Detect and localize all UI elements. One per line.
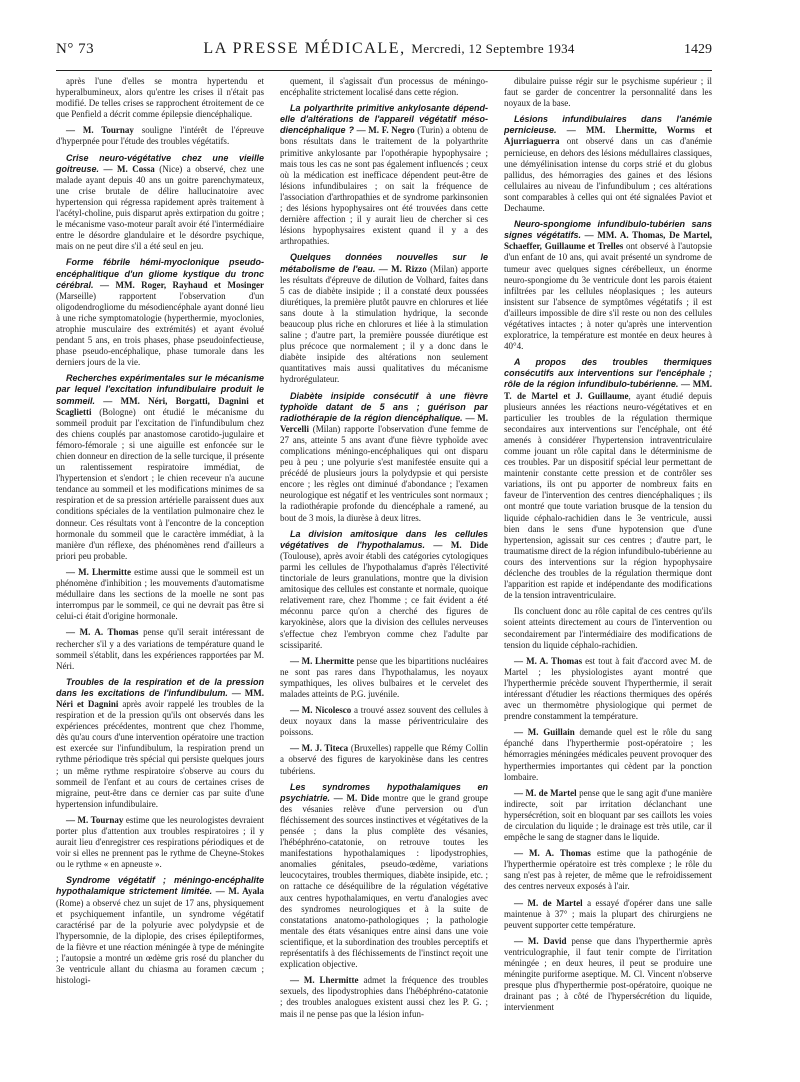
section-heading: Recherches expérimentales sur le mécanisme par lequel l'excitation infundibulaire produit le sommeil. [56, 373, 264, 406]
author-names: — M. Lhermitte [66, 566, 132, 577]
page-header [56, 40, 712, 71]
section-heading: Les syndromes hypothalamiques en psychiatrie. [280, 781, 488, 803]
journal-title [203, 40, 574, 58]
paragraph [504, 788, 712, 843]
section-heading: Lésions infundibulaires dans l'anémie pernicieuse. [504, 114, 712, 136]
paragraph-text: demande quel est le rôle du sang épanché dans l'hyperthermie post-opératoire ; les hémorragies méningées médicales peuvent provoquer des hyperthermies importantes qui cèdent par la ponction lombaire. [504, 727, 712, 782]
section-paragraph [56, 257, 264, 368]
section-heading: La polyarthrite primitive ankylosante dépend-elle d'altérations de l'appareil végétatif méso-diencéphalique ? [280, 103, 488, 136]
section-paragraph [504, 114, 712, 214]
author-names: — M. A. Thomas [514, 655, 583, 666]
section-paragraph [56, 677, 264, 810]
paragraph [280, 705, 488, 738]
paragraph-text: après avoir rappelé les troubles de la respiration et de la pression qu'ils ont observés dans les expériences précédentes, montrent que chez l'homme, dès qu'au cours d'une intervention opératoire une traction est exercée sur l'infundibulum, la respiration prend un rythme périodique très spécial qui persiste quelques jours ; un même rythme respiratoire s'observe au cours du sommeil de l'enfant et au cours de certaines crises de migraine, peut-être dans ce dernier cas par suite d'une hypertension infundibulaire. [56, 698, 264, 809]
column-left [56, 76, 264, 1066]
paragraph [504, 76, 712, 109]
section-paragraph [56, 373, 264, 562]
section-heading: Crise neuro-végétative chez une vieille goitreuse. [56, 152, 264, 174]
paragraph-text: admet la fréquence des troubles sexuels, des lipodystrophies dans l'hébéphréno-catatonie ; des troubles analogues existent aussi chez les P. G. ; mais il ne pense pas que la lésion infun- [280, 975, 488, 1019]
journal-name: LA PRESSE MÉDICALE, [203, 40, 406, 57]
author-names: — M. David [514, 935, 567, 946]
issue-number: N° 73 [56, 41, 95, 57]
paragraph [56, 627, 264, 671]
paragraph-text: pense que les bipartitions nucléaires ne sont pas rares dans l'hypothalamus, les noyaux sympathiques, les olives bulbaires et le cervelet des malades atteints de P.G. juvénile. [280, 655, 488, 699]
paragraph [504, 848, 712, 892]
author-names: — MM. Néri, Borgatti, Dagnini et Scaglietti [56, 395, 264, 417]
author-names: — M. A. Thomas [66, 627, 139, 638]
author-names: — M. Cossa [99, 163, 155, 174]
paragraph-text: (Turin) a obtenu de bons résultats dans le traitement de la polyarthrite primitive ankylosante par l'opothérapie hypophysaire ; mais tous les cas ne sont pas également influencés ; ceux où la médication est inefficace dépendent peut-être de lésions infundibulaires ; on sait la fréquence de l'association d'arthropathies et de syndrome parkinsonien ; des lésions hypophysaires ont été trouvées dans cette dernière affection ; il y aurait lieu de chercher si ces lésions hypophysaires existent quand il y a des arthropathies. [280, 125, 488, 247]
section-heading: Syndrome végétatif ; méningo-encéphalite hypothalamique strictement limitée. [56, 875, 264, 897]
author-names: — M. Vercelli [280, 412, 488, 434]
paragraph-text: après l'une d'elles se montra hypertendu et hyperalbumineux, alors qu'entre les crises il n'était pas modifié. De telles crises se rapprochent étroitement de ce que Penfield a décrit comme épilepsie diencéphalique. [56, 76, 264, 120]
page-number: 1429 [684, 42, 712, 57]
column-right [504, 76, 712, 1066]
paragraph-text: ont observé à l'autopsie d'un enfant de 10 ans, qui avait présenté un syndrome de tumeur avec quelques signes cérébelleux, un énorme neuro-spongiome du 3e ventricule dont les parois étaient infiltrées par les cellules néoplasiques ; les auteurs insistent sur l'absence de symptômes végétatifs ; il est d'ailleurs impossible de dire s'il reste ou non des cellules végétatives intactes ; à noter qu'après une intervention exploratrice, la température est montée en deux heures à 40°4. [504, 241, 712, 352]
paragraph [280, 76, 488, 98]
paragraph-text: estime que les neurologistes devraient porter plus d'attention aux troubles respiratoires ; il y aurait lieu d'enregistrer ces respirations périodiques et de voir si elles ne prennent pas le rythme de Cheyne-Stokes ou le rythme « en apneuste ». [56, 814, 264, 870]
paragraph-text: estime que la pathogénie de l'hyperthermie opératoire est très complexe ; le rôle du sang n'est pas à rejeter, de même que le refroidissement des centres nerveux exposés à l'air. [504, 848, 712, 892]
paragraph [280, 975, 488, 1019]
paragraph [56, 567, 264, 622]
paragraph-text: pense que le sang agit d'une manière indirecte, soit par irritation déclanchant une hypersécrétion, soit en bloquant par ses caillots les voies de circulation du liquide ; le drainage est très utile, car il empêche le sang de stagner dans le liquide. [504, 787, 712, 843]
paragraph-text: pense qu'il serait intéressant de rechercher s'il y a des variations de température quand le sommeil s'établit, dans les expériences rapportées par M. Néri. [56, 627, 264, 671]
paragraph-text: (Milan) apporte les résultats d'épreuve de dilution de Volhard, faites dans 5 cas de diabète insipide ; il a constaté deux poussées diurétiques, la première plutôt pauvre en chlorures et liée sans doute à la stimulation hydrique, la seconde beaucoup plus riche en chlorures et liée à la stimulation saline ; d'autre part, la première poussée diurétique est plus précoce que normalement ; il y a donc dans le diabète insipide des altérations non seulement quantitatives mais aussi qualitatives du mécanisme hydrorégulateur. [280, 263, 488, 385]
article-body [56, 76, 712, 1066]
paragraph [504, 936, 712, 1014]
paragraph [504, 898, 712, 931]
author-names: — M. Lhermitte [290, 655, 354, 666]
paragraph [56, 815, 264, 870]
issue-date: Mercredi, 12 Septembre 1934 [411, 41, 575, 56]
paragraph-text: pense que dans l'hyperthermie après ventriculographie, il faut tenir compte de l'irritation méningée ; en deux heures, il peut se produire une méningite puriforme aseptique. M. Cl. Vincent n'observe presque plus d'hyperthermie post-opératoire, quoique ne drainant pas ; à côté de l'hypersécrétion du liquide, intervienment [504, 935, 712, 1013]
paragraph-text: (Bruxelles) rappelle que Rémy Collin a observé des figures de karyokinèse dans les centres tubériens. [280, 743, 488, 776]
author-names: — M. J. Titeca [290, 743, 349, 754]
author-names: — M. Tournay [66, 814, 124, 825]
section-paragraph [280, 391, 488, 524]
author-names: — M. Rizzo [375, 263, 427, 274]
paragraph [280, 656, 488, 700]
author-names: — M. Tournay [66, 125, 134, 136]
author-names: — M. Ayala [212, 886, 264, 897]
paragraph-text: souligne l'intérêt de l'épreuve d'hyperpnée pour l'étude des troubles végétatifs. [56, 125, 264, 147]
paragraph-text: (Milan) rapporte l'observation d'une femme de 27 ans, atteinte 5 ans avant d'une fièvre typhoïde avec complications méningo-encéphaliques qui ont disparu peu à peu ; une polyurie s'est manifestée ensuite qui a précédé de plusieurs jours la polydypsie et qui persiste encore ; les règles ont diminué d'abondance ; l'examen neurologique est négatif et les ventricules sont normaux ; la radiothérapie profonde du diencéphale a ramené, au bout de 3 mois, la diurèse à deux litres. [280, 423, 488, 523]
section-heading: Neuro-spongiome infundibulo-tubérien sans signes végétatifs. [504, 219, 712, 241]
section-paragraph [56, 875, 264, 986]
paragraph-text: dibulaire puisse régir sur le psychisme supérieur ; il faut se garder de concentrer la personnalité dans les noyaux de la base. [504, 76, 712, 109]
author-names: — M. de Martel [514, 787, 577, 798]
author-names: — M. Dide [330, 792, 379, 803]
section-paragraph [504, 219, 712, 352]
author-names: — MM. Roger, Rayhaud et Mosinger [93, 279, 264, 290]
paragraph [504, 656, 712, 723]
paragraph-text: , ayant étudié depuis plusieurs années les réactions neuro-végétatives et en particulier les troubles de la régulation thermique secondaires aux interventions sur l'encéphale, ont été amenés à considérer l'hypertension intraventriculaire comme jouant un rôle capital dans le déterminisme de ces troubles. Par un dispositif spécial leur permettant de maintenir constante cette pression et de contrôler ses variations, ils ont pu apporter de nombreux faits en faveur de l'intervention des centres diencéphaliques ; ils ont montré que toute variation brusque de la tension du liquide céphalo-rachidien dans le 3e ventricule, aussi bien dans le sens d'une hypotension que d'une hypertension, agissait sur ces centres ; d'autre part, le traumatisme direct de la région infundibulo-tubérienne au cours des interventions sur la région hypophysaire déclenche des troubles de la régulation thermique dont l'apparition est rapide et indépendante des modifications de la tension intraventriculaire. [504, 390, 712, 601]
section-heading: A propos des troubles thermiques consécutifs aux interventions sur l'encéphale ; rôle de la région infundibulo-tubérienne. [504, 357, 712, 390]
author-names: — MM. Néri et Dagnini [56, 687, 264, 709]
author-names: — MM. A. Thomas, De Martel, Schaeffer, Guillaume et Trelles [504, 230, 712, 252]
paragraph [504, 606, 712, 650]
paragraph-text: (Nice) a observé, chez une malade ayant depuis 40 ans un goitre parenchymateux, une crise brutale de délire hallucinatoire avec hypertension qui régressa rapidement après traitement à l'acétyl-choline, puis disparut après extirpation du goitre ; le mécanisme vaso-moteur paraît avoir été l'intermédiaire entre le désordre glandulaire et le désordre psychique, mais on ne peut dire s'il a été seul en jeu. [56, 163, 264, 252]
paragraph-text: a essayé d'opérer dans une salle maintenue à 37° ; mais la plupart des chirurgiens ne peuvent supporter cette température. [504, 897, 712, 930]
paragraph-text: quement, il s'agissait d'un processus de méningo-encéphalite strictement localisé dans cette région. [280, 76, 488, 98]
paragraph-text: (Bologne) ont étudié le mécanisme du sommeil produit par l'excitation de l'infundibulum chez des chiens couplés par anastomose carotido-jugulaire et fémoro-fémorale ; si une aiguille est enfoncée sur le chien donneur en direction de la selle turcique, il présente un ralentissement respiratoire immédiat, de l'hypertension et s'endort ; le chien receveur n'a aucune tendance au sommeil et les modifications minimes de sa respiration et de sa pression artérielle paraissent dues aux conditions spéciales de la ventilation pulmonaire chez le donneur. Ces résultats vont à l'encontre de la conception hormonale du sommeil que le caractère immédiat, à la manière d'un réflexe, des phénomènes rend d'ailleurs a priori peu probable. [56, 406, 264, 561]
section-paragraph [280, 782, 488, 971]
section-paragraph [280, 252, 488, 385]
author-names: — M. F. Negro [353, 125, 415, 136]
paragraph-text: (Rome) a observé chez un sujet de 17 ans, physiquement et psychiquement infantile, un syndrome végétatif caractérisé par de la polyurie avec polydypsie et de l'hypersomnie, de la diplopie, des crises épileptiformes, de la fièvre et une réaction méningée à type de méningite ; l'autopsie a montré un œdème gris rosé du plancher du 3e ventricule allant du chiasma au foramen cæcum ; histologi- [56, 897, 264, 986]
paragraph-text: estime aussi que le sommeil est un phénomène d'inhibition ; les mouvements d'automatisme médullaire dans les sections de la moelle ne sont pas interrompus par le sommeil, ce qui ne devrait pas être si celui-ci était d'origine hormonale. [56, 566, 264, 622]
author-names: — M. Lhermitte [290, 975, 359, 986]
paragraph [504, 727, 712, 782]
section-paragraph [56, 153, 264, 253]
paragraph-text: Ils concluent donc au rôle capital de ces centres qu'ils soient atteints directement au cours de l'intervention ou secondairement par l'intermédiaire des modifications de tension du liquide céphalo-rachidien. [504, 606, 712, 650]
author-names: — MM. T. de Martel et J. Guillaume [504, 379, 712, 401]
section-heading: Forme fébrile hémi-myoclonique pseudo-encéphalitique d'un gliome kystique du tronc cérébral. [56, 257, 264, 290]
section-paragraph [280, 103, 488, 247]
section-heading: Quelques données nouvelles sur le métabolisme de l'eau. [280, 252, 488, 274]
paragraph-text: (Toulouse), après avoir établi des catégories cytologiques parmi les cellules de l'hypothalamus d'après l'électivité tinctoriale de leurs granulations, montre que la division amitosique des cellules est constante et normale, quoique relativement rare, chez l'homme ; ce fait évident a été méconnu parce qu'on a cherché des figures de karyokinèse, alors que la division des cellules nerveuses s'effectue chez l'embryon comme chez l'adulte par scissiparité. [280, 550, 488, 650]
section-paragraph [504, 357, 712, 601]
section-heading: La division amitosique dans les cellules végétatives de l'hypothalamus. [280, 528, 488, 550]
paragraph-text: a trouvé assez souvent des cellules à deux noyaux dans la masse périventriculaire des poissons. [280, 705, 488, 738]
author-names: — M. Dide [425, 539, 488, 550]
paragraph-text: ont observé dans un cas d'anémie pernicieuse, en dehors des lésions médullaires classiques, une démyélinisation intense du corps strié et du globus pallidus, des hémorragies des gaines et des lésions cellulaires au niveau de l'infundibulum ; ces altérations sont comparables à celles qui ont été signalées Paviot et Dechaume. [504, 136, 712, 214]
author-names: — M. de Martel [514, 897, 583, 908]
section-heading: Diabète insipide consécutif à une fièvre typhoïde datant de 5 ans ; guérison par radiothérapie de la région diencéphalique. [280, 390, 488, 423]
author-names: — M. A. Thomas [514, 848, 591, 859]
paragraph [56, 76, 264, 120]
paragraph [56, 125, 264, 147]
section-heading: Troubles de la respiration et de la pression dans les excitations de l'infundibulum. [56, 676, 264, 698]
section-paragraph [280, 529, 488, 651]
author-names: — M. Guillain [514, 727, 575, 738]
paragraph-text: montre que le grand groupe des vésanies relève d'une perversion ou d'un fléchissement des sources instinctives et végétatives de la pensée ; dans la plus complète des vésanies, l'hébéphréno-catatonie, on retrouve toutes les manifestations hypothalamiques : lipodystrophies, anomalies génitales, pseudo-œdème, variations leucocytaires, troubles thermiques, diabète insipide, etc. ; on rattache ce déséquilibre de la régulation végétative aux centres hypothalamiques, en vertu d'analogies avec des syndromes neurologiques et à la suite de constatations anatomo-pathologiques ; la pathologie mentale des états vésaniques entre ainsi dans une voie scientifique, et la subordination des troubles perceptifs et représentatifs à des fléchissements de l'instinct reçoit une explication objective. [280, 792, 488, 970]
author-names: — MM. Lhermitte, Worms et Ajurriaguerra [504, 125, 712, 147]
paragraph [280, 743, 488, 776]
author-names: — M. Nicolesco [290, 705, 352, 716]
paragraph-text: est tout à fait d'accord avec M. de Martel ; les physiologistes ayant montré que l'hyperthermie précède souvent l'hyperthermie, il serait intéressant d'étudier les réactions thermiques des opérés avec un thermomètre physiologique qui permet de prendre constamment la température. [504, 655, 712, 722]
column-middle [280, 76, 488, 1066]
paragraph-text: (Marseille) rapportent l'observation d'un oligodendrogliome du mésodiencéphale ayant donné lieu à une riche symptomatologie (hyperthermie, myoclonies, atrophie musculaire des extrémités) et ayant évolué pendant 5 ans, en trois phases, phase pseudoinfectieuse, phase pseudo-encéphalique, phase tumorale dans les derniers jours de la vie. [56, 290, 264, 368]
